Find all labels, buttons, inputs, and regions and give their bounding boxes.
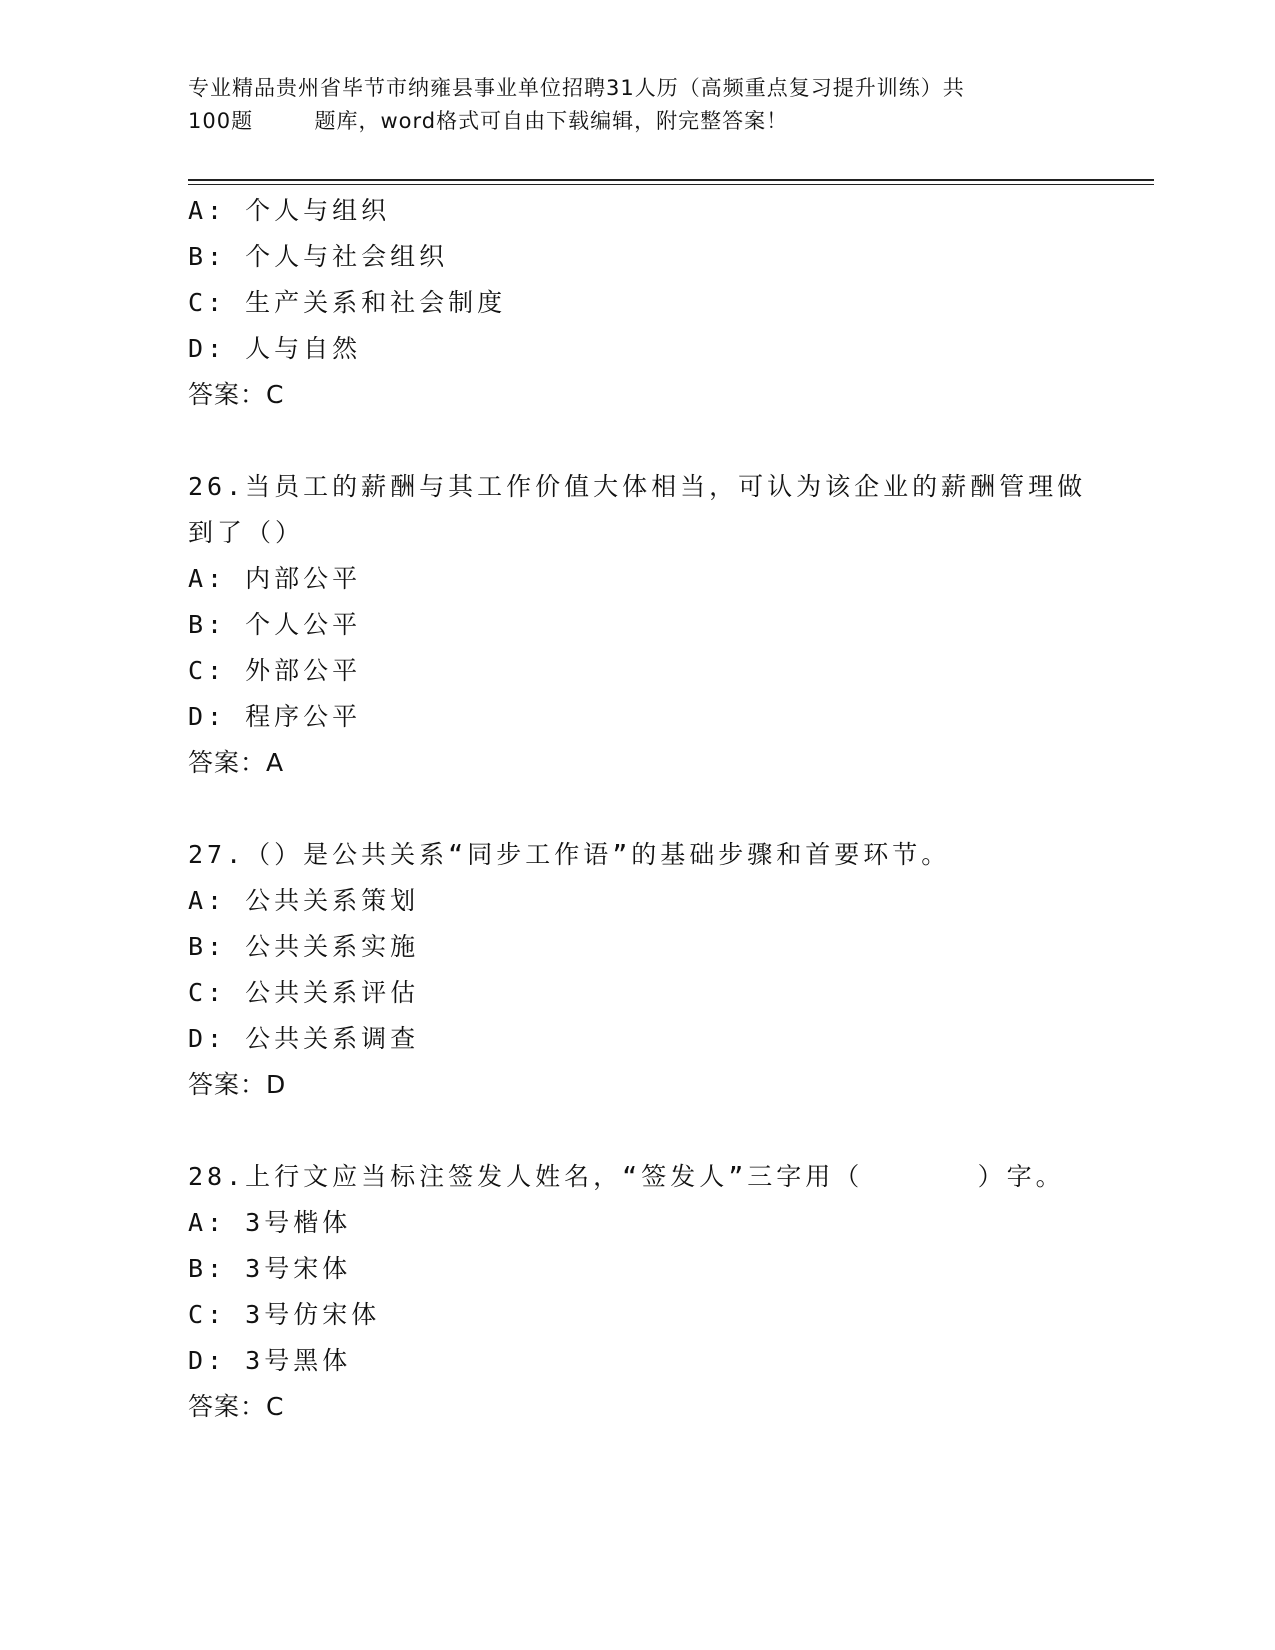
option-c: C: 外部公平 xyxy=(188,656,362,685)
option-b: B: 3号宋体 xyxy=(188,1254,352,1283)
option-a: A: 个人与组织 xyxy=(188,196,391,225)
option-d: D: 人与自然 xyxy=(188,334,362,363)
question-stem-line-1: 27.（）是公共关系“同步工作语”的基础步骤和首要环节。 xyxy=(188,840,951,869)
page-header xyxy=(188,72,1088,138)
document-body xyxy=(188,188,1088,1430)
question-stem xyxy=(188,1154,1088,1200)
option-a: A: 公共关系策划 xyxy=(188,886,420,915)
question-27 xyxy=(188,832,1088,1108)
question-stem xyxy=(188,832,1088,878)
answer: 答案：C xyxy=(188,1392,285,1421)
option-c: C: 生产关系和社会制度 xyxy=(188,288,507,317)
option-b: B: 个人公平 xyxy=(188,610,362,639)
option-d: D: 3号黑体 xyxy=(188,1346,352,1375)
answer: 答案：D xyxy=(188,1070,287,1099)
option-c: C: 公共关系评估 xyxy=(188,978,420,1007)
header-title-line-2: 100题 题库，word格式可自由下载编辑，附完整答案！ xyxy=(188,109,789,133)
option-a: A: 3号楷体 xyxy=(188,1208,352,1237)
option-b: B: 公共关系实施 xyxy=(188,932,420,961)
question-stem-line-1: 26.当员工的薪酬与其工作价值大体相当，可认为该企业的薪酬管理做 xyxy=(188,472,1087,501)
option-a: A: 内部公平 xyxy=(188,564,362,593)
answer: 答案：C xyxy=(188,380,285,409)
header-title-line-1: 专业精品贵州省毕节市纳雍县事业单位招聘31人历（高频重点复习提升训练）共 xyxy=(188,76,965,100)
answer: 答案：A xyxy=(188,748,285,777)
question-28 xyxy=(188,1154,1088,1430)
header-divider xyxy=(188,179,1154,185)
option-d: D: 公共关系调查 xyxy=(188,1024,420,1053)
option-c: C: 3号仿宋体 xyxy=(188,1300,381,1329)
question-stem-line-2: 到了（） xyxy=(188,518,305,547)
question-stem-line-1: 28.上行文应当标注签发人姓名，“签发人”三字用（ ）字。 xyxy=(188,1162,1065,1191)
option-d: D: 程序公平 xyxy=(188,702,362,731)
question-stem xyxy=(188,464,1088,556)
question-26 xyxy=(188,464,1088,786)
question-25 xyxy=(188,188,1088,418)
option-b: B: 个人与社会组织 xyxy=(188,242,449,271)
